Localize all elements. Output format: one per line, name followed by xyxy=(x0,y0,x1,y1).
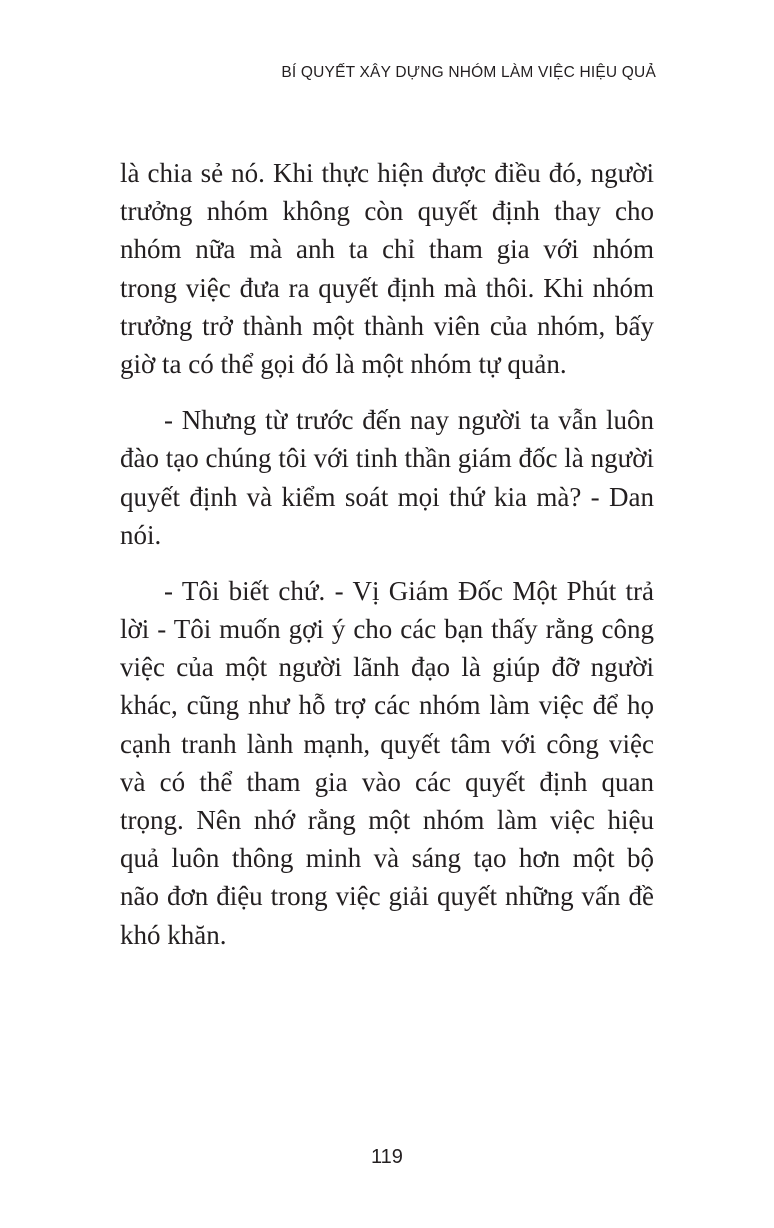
text-line: là chia sẻ nó. Khi thực hiện được điều đó, người xyxy=(120,158,654,188)
text-line: đào tạo chúng tôi với tinh thần giám đốc là người xyxy=(120,443,654,474)
text-line: cạnh tranh lành mạnh, quyết tâm với công việc xyxy=(120,728,654,759)
text-line: nhóm nữa mà anh ta chỉ tham gia với nhóm xyxy=(120,234,654,265)
paragraph-2 xyxy=(120,401,654,554)
text-line: việc của một người lãnh đạo là giúp đỡ người xyxy=(120,652,654,683)
page-number: 119 xyxy=(371,1146,403,1168)
body-text xyxy=(120,154,654,972)
text-line: lời - Tôi muốn gợi ý cho các bạn thấy rằng công xyxy=(120,614,654,645)
text-line: quyết định và kiểm soát mọi thứ kia mà? - Dan xyxy=(120,481,654,512)
text-line: trong việc đưa ra quyết định mà thôi. Khi nhóm xyxy=(120,272,654,303)
text-line: khó khăn. xyxy=(120,919,227,950)
running-header: BÍ QUYẾT XÂY DỰNG NHÓM LÀM VIỆC HIỆU QUẢ xyxy=(281,64,656,81)
text-line: trưởng trở thành một thành viên của nhóm, bấy xyxy=(120,310,654,341)
text-line: - Nhưng từ trước đến nay người ta vẫn luôn xyxy=(164,405,654,436)
text-line: nói. xyxy=(120,519,162,550)
paragraph-1 xyxy=(120,154,654,383)
text-line: giờ ta có thể gọi đó là một nhóm tự quản. xyxy=(120,348,567,379)
text-line: não đơn điệu trong việc giải quyết những vấn đề xyxy=(120,881,654,912)
text-line: quả luôn thông minh và sáng tạo hơn một bộ xyxy=(120,843,654,874)
text-line: khác, cũng như hỗ trợ các nhóm làm việc để họ xyxy=(120,690,654,721)
text-line: và có thể tham gia vào các quyết định quan xyxy=(120,766,654,797)
text-line: - Tôi biết chứ. - Vị Giám Đốc Một Phút trả xyxy=(164,575,654,606)
text-line: trọng. Nên nhớ rằng một nhóm làm việc hiệu xyxy=(120,805,654,835)
text-line: trưởng nhóm không còn quyết định thay cho xyxy=(120,196,654,227)
paragraph-3 xyxy=(120,572,654,954)
